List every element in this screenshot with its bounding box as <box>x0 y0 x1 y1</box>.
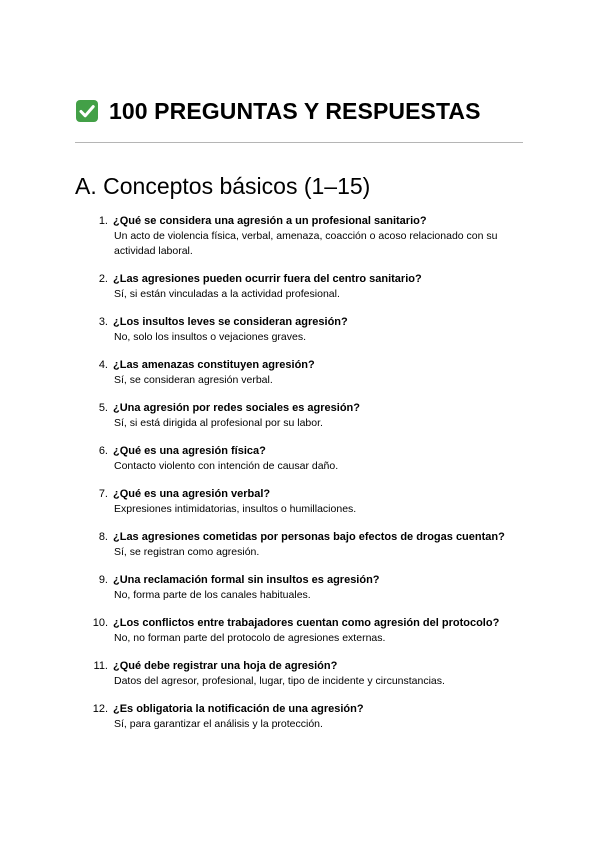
qa-question: ¿Las agresiones cometidas por personas bajo efectos de drogas cuentan? <box>113 531 505 543</box>
qa-answer: Sí, si está dirigida al profesional por su labor. <box>114 417 323 429</box>
check-mark-icon <box>75 99 99 123</box>
qa-question: ¿Una agresión por redes sociales es agresión? <box>113 402 360 414</box>
qa-question: ¿Qué se considera una agresión a un profesional sanitario? <box>113 215 427 227</box>
qa-answer: Sí, si están vinculadas a la actividad profesional. <box>114 288 340 300</box>
qa-item <box>86 573 526 603</box>
qa-item <box>86 401 526 431</box>
qa-body <box>111 702 526 732</box>
qa-answer: Datos del agresor, profesional, lugar, tipo de incidente y circunstancias. <box>114 675 445 687</box>
qa-number: 2. <box>98 273 108 285</box>
qa-number: 10. <box>92 617 108 629</box>
qa-body <box>111 487 526 517</box>
qa-body <box>111 573 526 603</box>
qa-question: ¿Qué debe registrar una hoja de agresión? <box>113 660 338 672</box>
title-divider <box>75 142 523 143</box>
qa-body <box>111 214 526 259</box>
qa-question: ¿Qué es una agresión verbal? <box>113 488 271 500</box>
section-heading: A. Conceptos básicos (1–15) <box>75 173 371 199</box>
qa-item <box>86 616 526 646</box>
qa-question: ¿Qué es una agresión física? <box>113 445 266 457</box>
qa-question: ¿Los conflictos entre trabajadores cuentan como agresión del protocolo? <box>113 617 500 629</box>
qa-body <box>111 315 526 345</box>
qa-answer: No, no forman parte del protocolo de agresiones externas. <box>114 632 386 644</box>
qa-number: 3. <box>98 316 108 328</box>
qa-number: 7. <box>98 488 108 500</box>
qa-item <box>86 444 526 474</box>
qa-list <box>86 214 526 745</box>
qa-question: ¿Es obligatoria la notificación de una agresión? <box>113 703 364 715</box>
qa-body <box>111 616 526 646</box>
qa-item <box>86 702 526 732</box>
qa-body <box>111 358 526 388</box>
qa-item <box>86 272 526 302</box>
qa-number: 11. <box>93 660 108 672</box>
qa-number: 8. <box>98 531 108 543</box>
qa-number: 5. <box>98 402 108 414</box>
qa-number: 9. <box>98 574 108 586</box>
qa-number: 4. <box>98 359 108 371</box>
qa-answer: Sí, para garantizar el análisis y la protección. <box>114 718 323 730</box>
qa-answer: Expresiones intimidatorias, insultos o humillaciones. <box>114 503 357 515</box>
qa-number: 6. <box>98 445 108 457</box>
qa-item <box>86 358 526 388</box>
qa-item <box>86 530 526 560</box>
qa-body <box>111 272 526 302</box>
qa-question: ¿Las amenazas constituyen agresión? <box>113 359 315 371</box>
qa-item <box>86 315 526 345</box>
qa-question: ¿Una reclamación formal sin insultos es agresión? <box>113 574 380 586</box>
page-title <box>75 96 535 126</box>
qa-item <box>86 659 526 689</box>
qa-question: ¿Las agresiones pueden ocurrir fuera del centro sanitario? <box>113 273 422 285</box>
page-title-text: 100 PREGUNTAS Y RESPUESTAS <box>109 97 481 124</box>
qa-answer: Sí, se registran como agresión. <box>114 546 260 558</box>
qa-body <box>111 444 526 474</box>
qa-body <box>111 401 526 431</box>
qa-answer: Contacto violento con intención de causar daño. <box>114 460 339 472</box>
qa-item <box>86 214 526 259</box>
qa-body <box>111 530 526 560</box>
qa-body <box>111 659 526 689</box>
qa-number: 12. <box>92 703 108 715</box>
qa-answer: Sí, se consideran agresión verbal. <box>114 374 273 386</box>
qa-item <box>86 487 526 517</box>
qa-number: 1. <box>98 215 108 227</box>
qa-answer: No, solo los insultos o vejaciones graves. <box>114 331 307 343</box>
qa-answer: Un acto de violencia física, verbal, amenaza, coacción o acoso relacionado con su actividad laboral. <box>114 230 498 257</box>
qa-answer: No, forma parte de los canales habituales. <box>114 589 311 601</box>
qa-question: ¿Los insultos leves se consideran agresión? <box>113 316 348 328</box>
